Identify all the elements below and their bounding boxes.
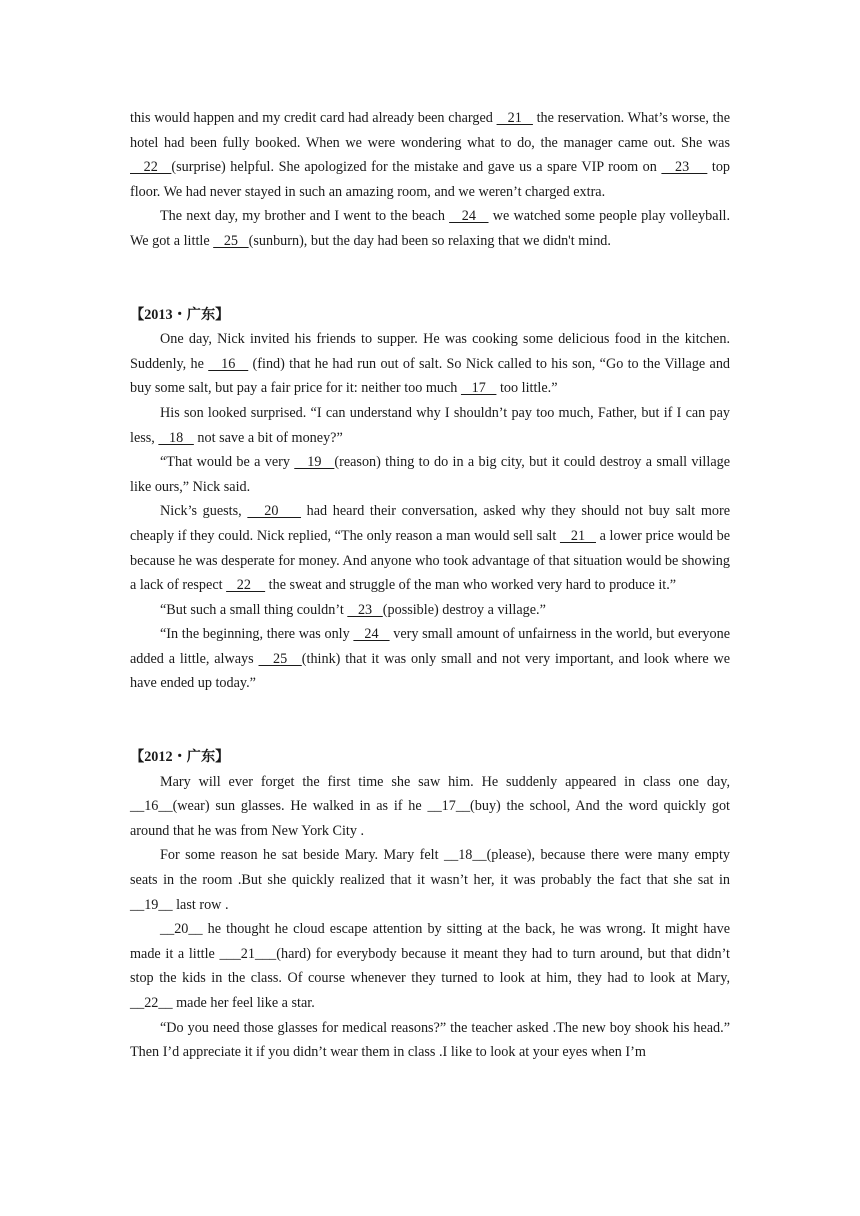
paragraph-text: (sunburn), but the day had been so relaxing that we didn't mind. bbox=[248, 232, 611, 249]
answer-blank: 18 bbox=[158, 429, 194, 446]
paragraph bbox=[130, 917, 730, 1015]
answer-blank: 20 bbox=[247, 503, 302, 520]
paragraph-text: (possible) destroy a village.” bbox=[382, 601, 546, 618]
paragraph bbox=[130, 622, 730, 696]
answer-blank: 21 bbox=[559, 527, 596, 544]
answer-blank: 23 bbox=[347, 601, 383, 618]
paragraph-text: the reservation. What’s worse, the hotel had been fully booked. When we were wondering what to do, the manager came out. She was bbox=[130, 110, 730, 151]
paragraph-text: One day, Nick invited his friends to supper. He was cooking some delicious food in the kitchen. Suddenly, he bbox=[130, 331, 730, 372]
paragraph-text: The next day, my brother and I went to the beach bbox=[160, 208, 450, 225]
answer-blank: 25 bbox=[258, 650, 302, 667]
paragraph-text: top floor. We had never stayed in such an amazing room, and we weren’t charged extra. bbox=[130, 159, 731, 200]
paragraph-text: (think) that it was only small and not very important, and look where we have ended up today.” bbox=[130, 650, 731, 692]
answer-blank: 24 bbox=[353, 626, 390, 643]
section-spacer bbox=[130, 696, 730, 745]
answer-blank: 22 bbox=[226, 577, 266, 594]
paragraph-text: His son looked surprised. “I can understand why I shouldn’t pay too much, Father, but if I can pay less, bbox=[130, 404, 730, 446]
paragraph-text: too little.” bbox=[496, 380, 558, 397]
paragraph bbox=[130, 770, 730, 844]
paragraph-text: the sweat and struggle of the man who worked very hard to produce it.” bbox=[265, 577, 677, 594]
paragraph-text: For some reason he sat beside Mary. Mary felt __18__(please), because there were many empty seats in the room .But she quickly realized that it wasn’t her, it was probably the fact that she sat in __19__ last row . bbox=[130, 847, 730, 913]
paragraph-text: we watched some people play volleyball. We got a little bbox=[130, 208, 730, 249]
passage-2014 bbox=[130, 106, 730, 254]
paragraph-text: Mary will ever forget the first time she saw him. He suddenly appeared in class one day, __16__(wear) sun glasses. He walked in as if he __17__(buy) the school, And the word quickly got around that he was from New York City . bbox=[130, 773, 730, 839]
answer-blank: 22 bbox=[130, 159, 172, 176]
paragraph-text: had heard their conversation, asked why they should not buy salt more cheaply if they could. Nick replied, “The only reason a man would sell salt bbox=[130, 503, 730, 544]
paragraph-text: “But such a small thing couldn’t bbox=[160, 601, 348, 618]
paragraph bbox=[130, 1016, 730, 1065]
section-heading-2013: 【2013・广东】 bbox=[130, 306, 230, 323]
paragraph bbox=[130, 106, 730, 204]
paragraph-text: (find) that he had run out of salt. So Nick called to his son, “Go to the Village and buy some salt, but pay a fair price for it: neither too much bbox=[130, 355, 731, 397]
paragraph-text: not save a bit of money?” bbox=[193, 429, 343, 446]
paragraph-text: __20__ he thought he cloud escape attention by sitting at the back, he was wrong. It might have made it a little ___21___(hard) for everybody because it meant they had to turn around, but that didn’t stop the kids in the class. Of course whenever they turned to look at him, they had to look at Mary, __22__ made her feel like a star. bbox=[130, 921, 730, 1011]
paragraph-text: this would happen and my credit card had already been charged bbox=[130, 110, 497, 126]
answer-blank: 23 bbox=[661, 159, 708, 176]
paragraph bbox=[130, 598, 730, 623]
paragraph bbox=[130, 499, 730, 597]
paragraph bbox=[130, 401, 730, 450]
answer-blank: 24 bbox=[449, 208, 489, 225]
answer-blank: 21 bbox=[496, 110, 533, 126]
answer-blank: 16 bbox=[208, 355, 249, 372]
paragraph-text: very small amount of unfairness in the world, but everyone added a little, always bbox=[130, 626, 731, 667]
answer-blank: 17 bbox=[460, 380, 497, 397]
paragraph-text: “Do you need those glasses for medical reasons?” the teacher asked .The new boy shook his head.” Then I’d appreciate it if you didn’t wear them in class .I like to look at your eyes when I’m bbox=[130, 1019, 730, 1061]
paragraph-text: (reason) thing to do in a big city, but it could destroy a small village like ours,” Nick said. bbox=[130, 454, 731, 495]
paragraph-text: “That would be a very bbox=[160, 454, 295, 471]
paragraph-text: a lower price would be because he was desperate for money. And anyone who took advantage of that situation would be showing a lack of respect bbox=[130, 527, 730, 594]
paragraph bbox=[130, 327, 730, 401]
paragraph-text: “In the beginning, there was only bbox=[160, 626, 354, 643]
paragraph bbox=[130, 204, 730, 253]
paragraph-text: Nick’s guests, bbox=[160, 503, 248, 520]
document-page bbox=[130, 106, 730, 1065]
section-spacer bbox=[130, 254, 730, 303]
paragraph-text: (surprise) helpful. She apologized for the mistake and gave us a spare VIP room on bbox=[171, 159, 662, 176]
paragraph bbox=[130, 450, 730, 499]
answer-blank: 19 bbox=[294, 454, 335, 471]
passage-2013 bbox=[130, 327, 730, 696]
passage-2012 bbox=[130, 770, 730, 1065]
paragraph bbox=[130, 843, 730, 917]
section-heading-2012: 【2012・广东】 bbox=[130, 749, 230, 766]
answer-blank: 25 bbox=[213, 232, 249, 249]
